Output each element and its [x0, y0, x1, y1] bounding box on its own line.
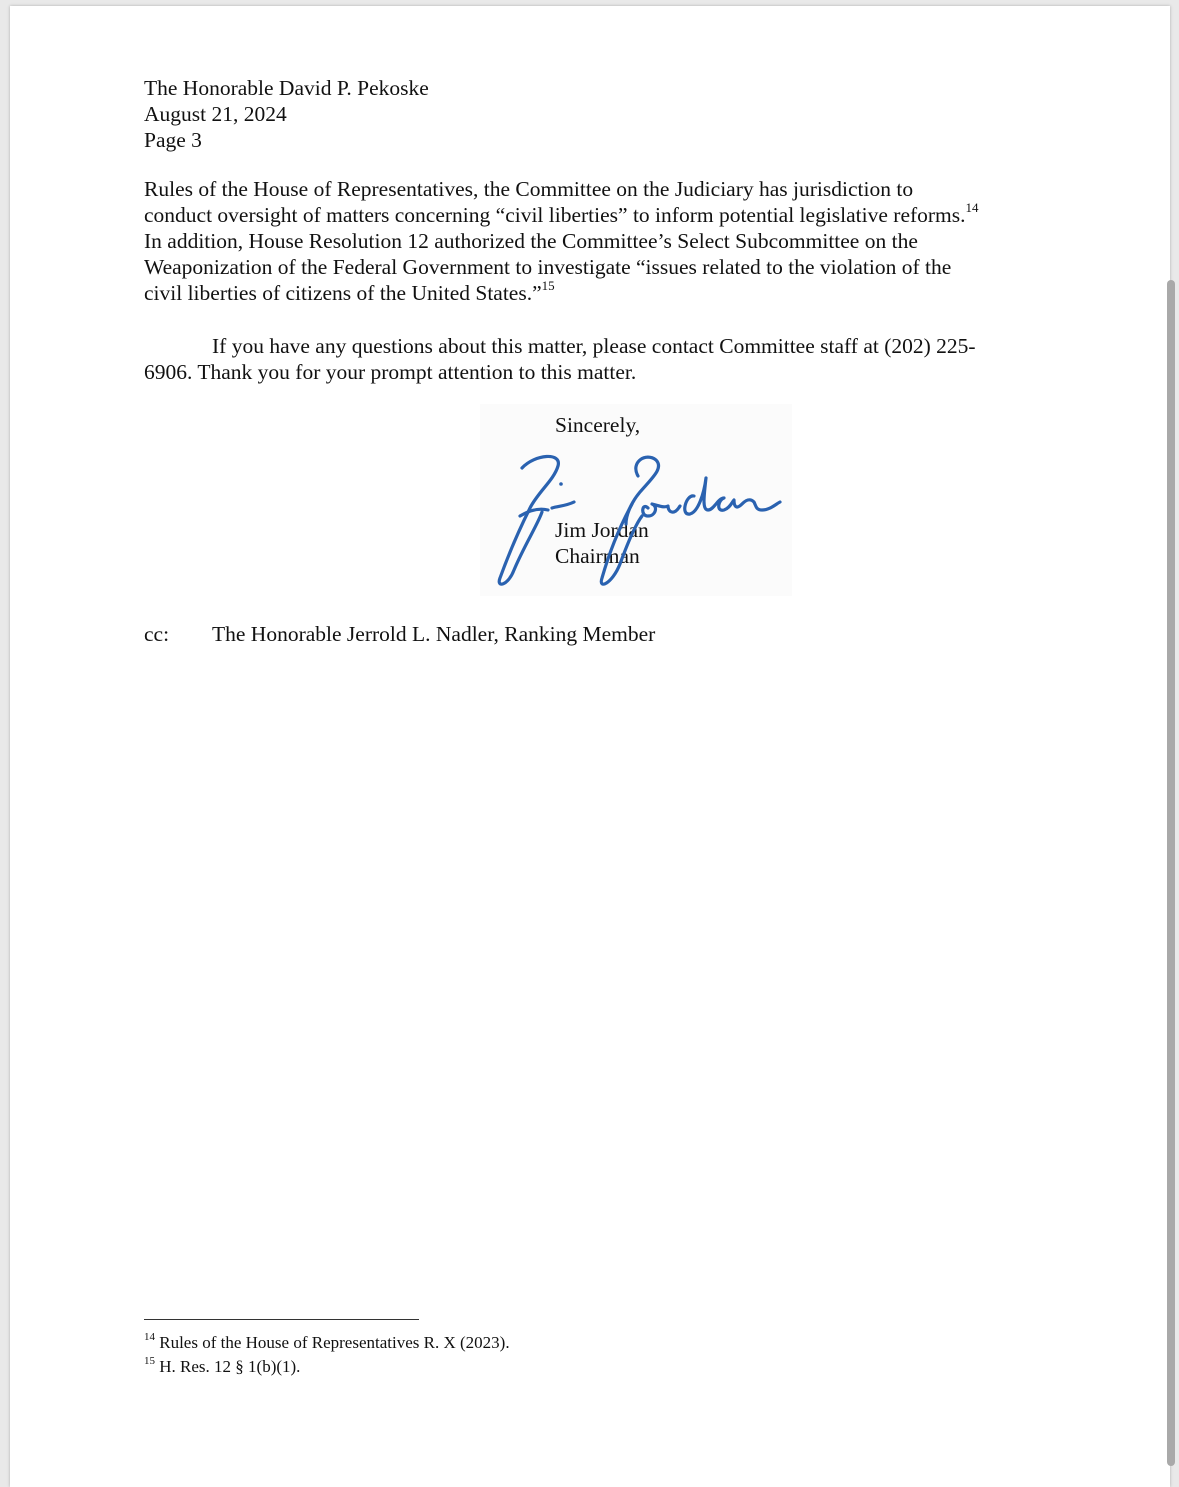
paragraph-2-line-2: 6906. Thank you for your prompt attention to this matter.	[144, 360, 637, 384]
footnote-14	[144, 1332, 510, 1354]
paragraph-1-line-5	[144, 277, 555, 306]
footnote-ref-15: 15	[541, 277, 555, 293]
document-page	[10, 6, 1170, 1487]
footnote-separator	[144, 1319, 419, 1320]
date-line: August 21, 2024	[144, 102, 287, 126]
footnote-14-number: 14	[144, 1331, 155, 1344]
footnote-ref-14: 14	[965, 199, 979, 215]
paragraph-1-line-2	[144, 199, 979, 228]
page-number-line: Page 3	[144, 128, 202, 152]
signer-title: Chairman	[555, 544, 640, 568]
cc-label: cc:	[144, 622, 170, 646]
footnote-15-number: 15	[144, 1355, 155, 1368]
paragraph-1-line-3: In addition, House Resolution 12 authorized the Committee’s Select Subcommittee on the	[144, 229, 918, 253]
closing-salutation: Sincerely,	[555, 413, 641, 437]
footnote-15-text: H. Res. 12 § 1(b)(1).	[159, 1357, 301, 1376]
footnote-14-text: Rules of the House of Representatives R. X (2023).	[159, 1333, 510, 1352]
scrollbar-thumb[interactable]	[1167, 280, 1175, 1466]
cc-recipient: The Honorable Jerrold L. Nadler, Ranking Member	[212, 622, 656, 646]
paragraph-2-line-1: If you have any questions about this matter, please contact Committee staff at (202) 225-	[212, 334, 976, 358]
paragraph-1-line-5-text: civil liberties of citizens of the United States.”	[144, 281, 542, 305]
handwritten-signature	[480, 446, 792, 596]
paragraph-1-line-4: Weaponization of the Federal Government to investigate “issues related to the violation of the	[144, 255, 952, 279]
signer-name: Jim Jordan	[555, 518, 649, 542]
recipient-line: The Honorable David P. Pekoske	[144, 76, 429, 100]
footnote-15	[144, 1356, 300, 1378]
vertical-scrollbar[interactable]	[1166, 280, 1176, 1466]
paragraph-1-line-1: Rules of the House of Representatives, the Committee on the Judiciary has jurisdiction to	[144, 177, 914, 201]
paragraph-1-line-2-text: conduct oversight of matters concerning “civil liberties” to inform potential legislative reforms.	[144, 203, 966, 227]
